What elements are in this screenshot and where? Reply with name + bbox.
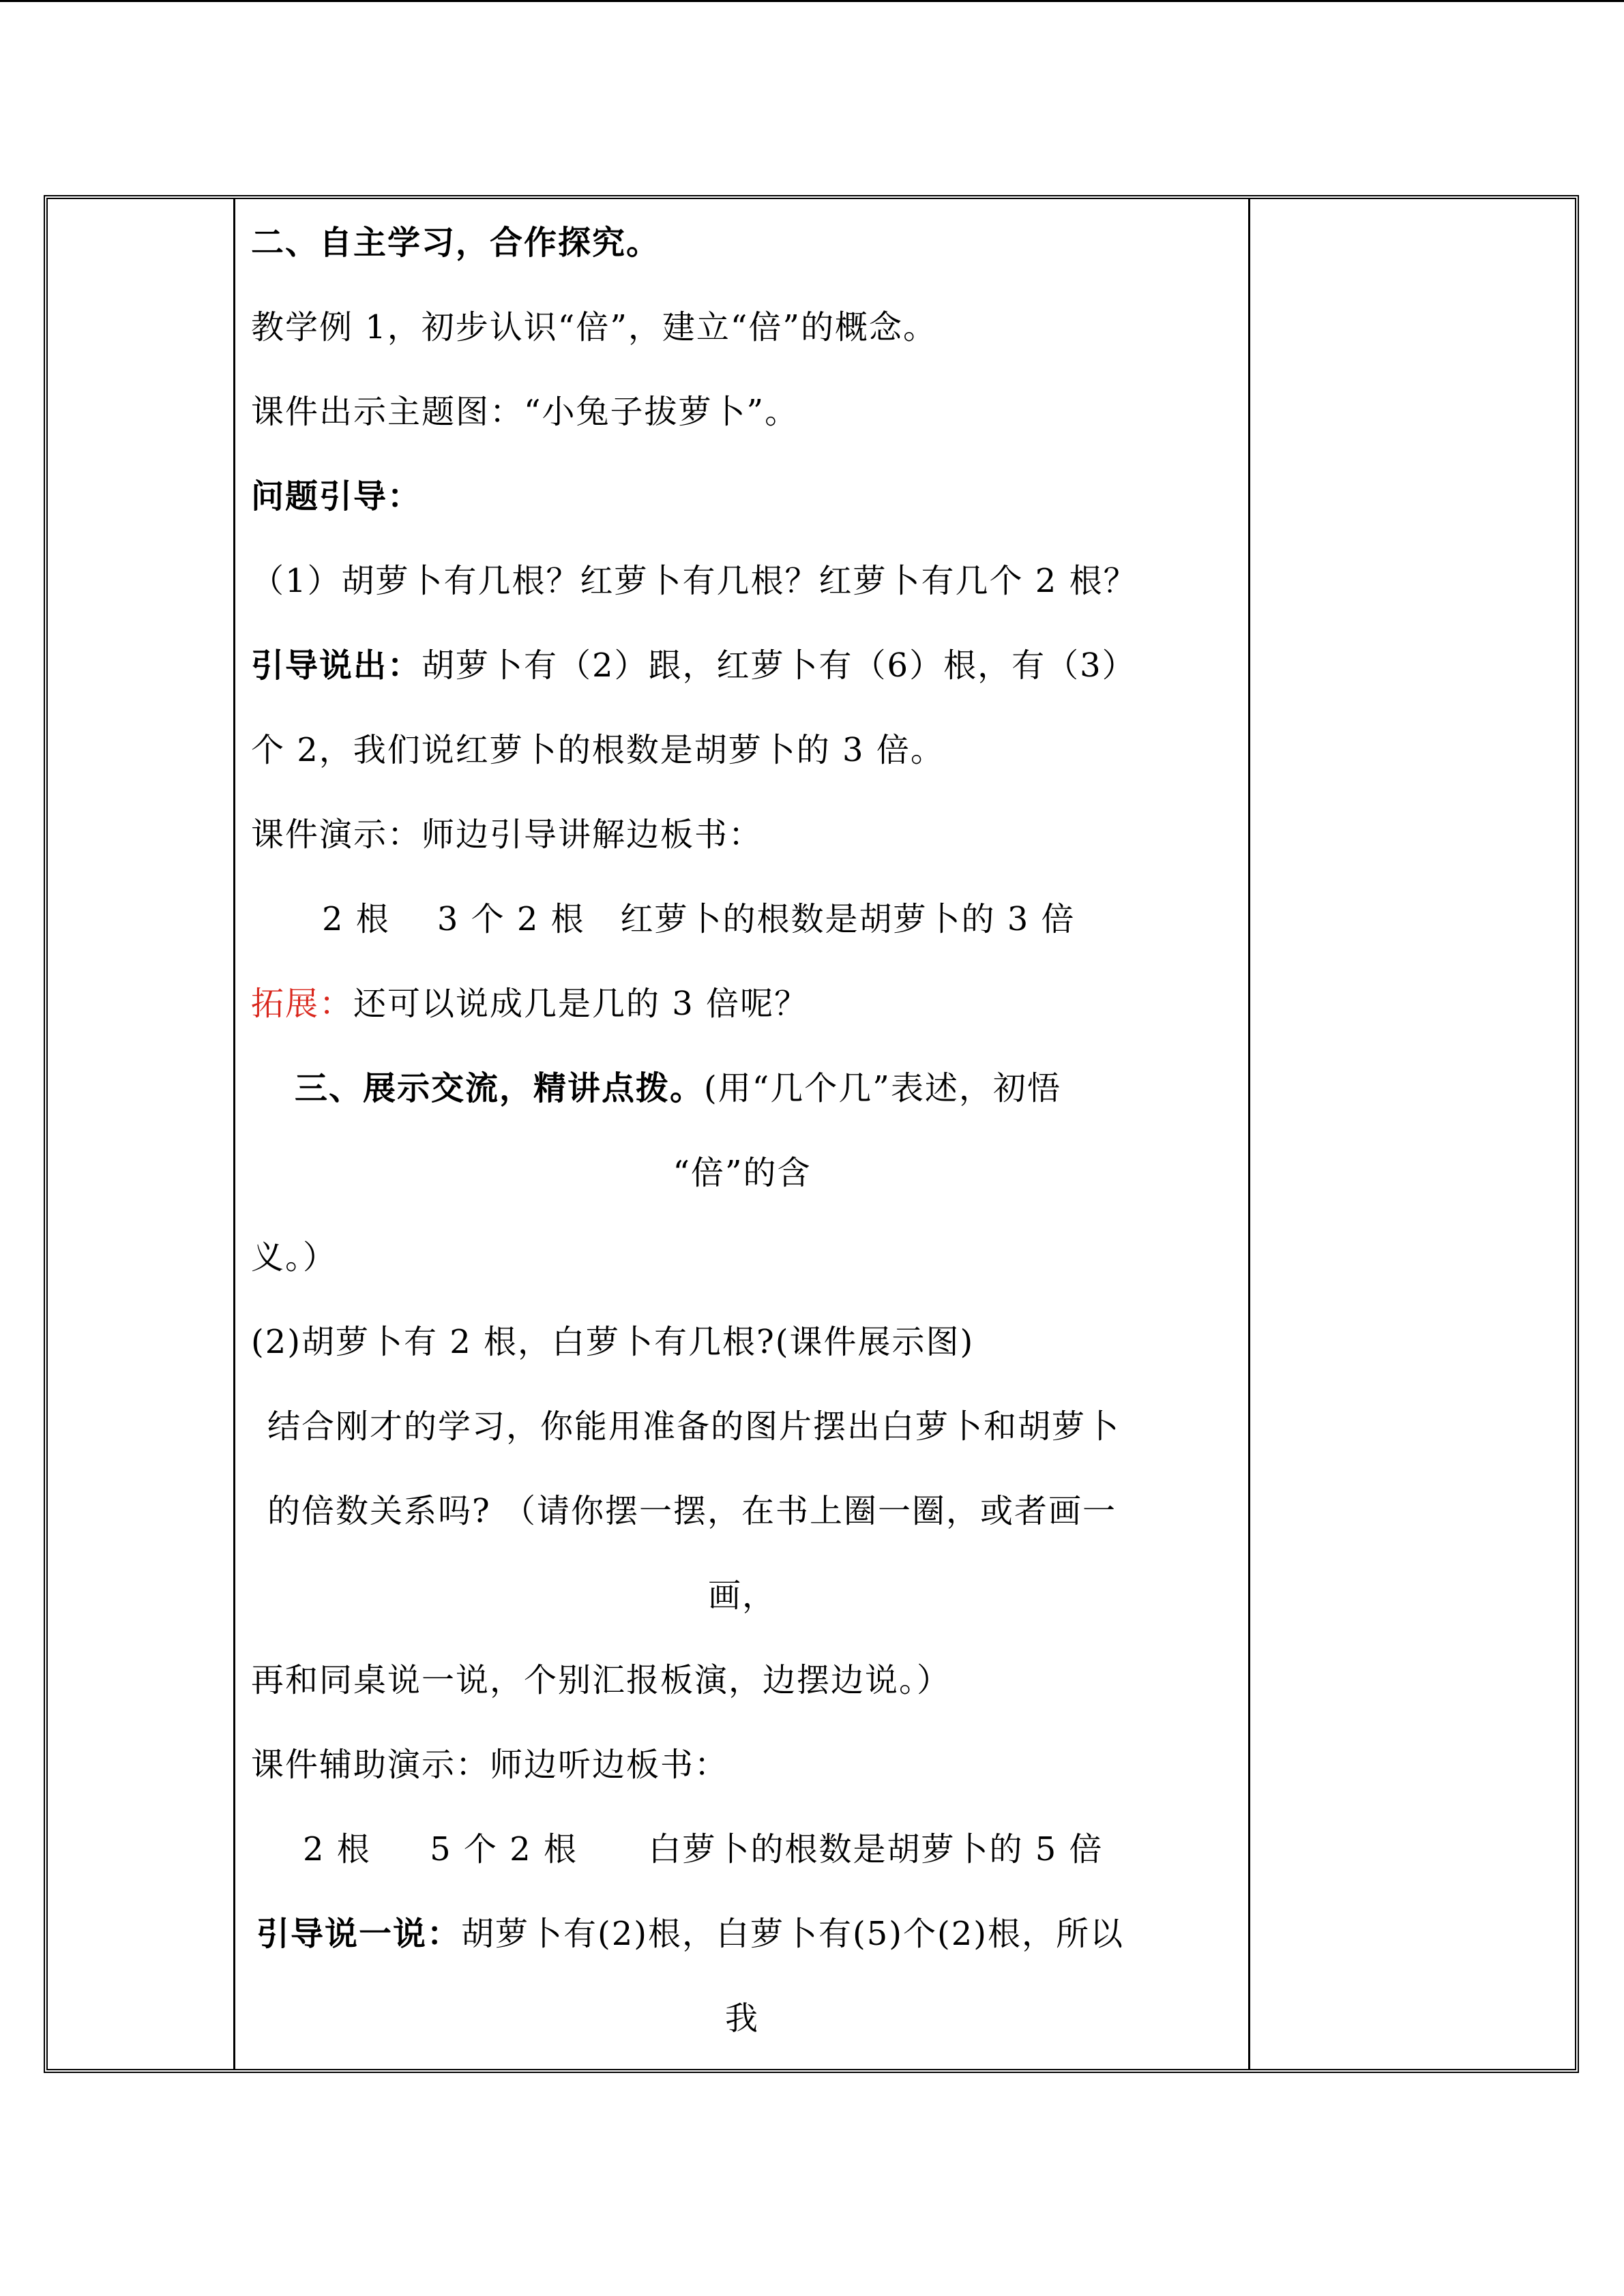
column-divider-left <box>233 199 235 2069</box>
courseware-theme: 课件出示主题图：“小兔子拔萝卜”。 <box>251 393 799 431</box>
courseware-demo: 课件演示：师边引导讲解边板书： <box>251 816 763 854</box>
question-guide-heading: 问题引导： <box>251 477 422 516</box>
guided-answer-label: 引导说出： <box>251 646 422 685</box>
example-intro: 教学例 1，初步认识“倍”，建立“倍”的概念。 <box>251 308 937 346</box>
board-writing-2: 2 根 5 个 2 根 白萝卜的根数是胡萝卜的 5 倍 <box>303 1830 1104 1868</box>
section-heading-2: 二、自主学习，合作探究。 <box>251 224 661 262</box>
section-heading-3-title: 三、展示交流，精讲点拨。 <box>295 1069 705 1107</box>
activity-instruction-4: 再和同桌说一说，个别汇报板演，边摆边说。） <box>251 1661 951 1699</box>
question-1: （1）胡萝卜有几根？红萝卜有几根？红萝卜有几个 2 根？ <box>251 562 1138 600</box>
column-divider-right <box>1248 199 1250 2069</box>
section-heading-3-continued: “倍”的含 <box>673 1154 812 1192</box>
guided-talk-label: 引导说一说： <box>256 1915 462 1953</box>
section-heading-3 <box>295 1068 1061 1109</box>
extension-label: 拓展： <box>251 985 354 1023</box>
board-writing-1: 2 根 3 个 2 根 红萝卜的根数是胡萝卜的 3 倍 <box>322 900 1076 938</box>
section-heading-3-end: 义。） <box>251 1238 338 1277</box>
top-rule <box>0 0 1624 2</box>
activity-instruction-2: 的倍数关系吗? （请你摆一摆，在书上圈一圈，或者画一 <box>267 1492 1117 1530</box>
extension-text: 还可以说成几是几的 3 倍呢？ <box>353 985 809 1023</box>
conclusion-3-times: 个 2，我们说红萝卜的根数是胡萝卜的 3 倍。 <box>251 731 945 769</box>
guided-answer-text: 胡萝卜有（2）跟，红萝卜有（6）根，有（3） <box>422 646 1136 685</box>
activity-instruction-1: 结合刚才的学习，你能用准备的图片摆出白萝卜和胡萝卜 <box>267 1407 1121 1446</box>
courseware-assist-demo: 课件辅助演示：师边听边板书： <box>251 1746 729 1784</box>
extension-line <box>251 983 808 1024</box>
question-2: (2)胡萝卜有 2 根，白萝卜有几根?(课件展示图) <box>251 1323 975 1361</box>
section-heading-3-note: (用“几个几”表述，初悟 <box>704 1069 1061 1107</box>
guided-talk-continued: 我 <box>724 1999 759 2038</box>
activity-instruction-3: 画， <box>707 1577 776 1615</box>
guided-talk-line <box>256 1913 1124 1954</box>
guided-answer-line <box>251 645 1136 686</box>
guided-talk-text: 胡萝卜有(2)根，白萝卜有(5)个(2)根，所以 <box>461 1915 1124 1953</box>
